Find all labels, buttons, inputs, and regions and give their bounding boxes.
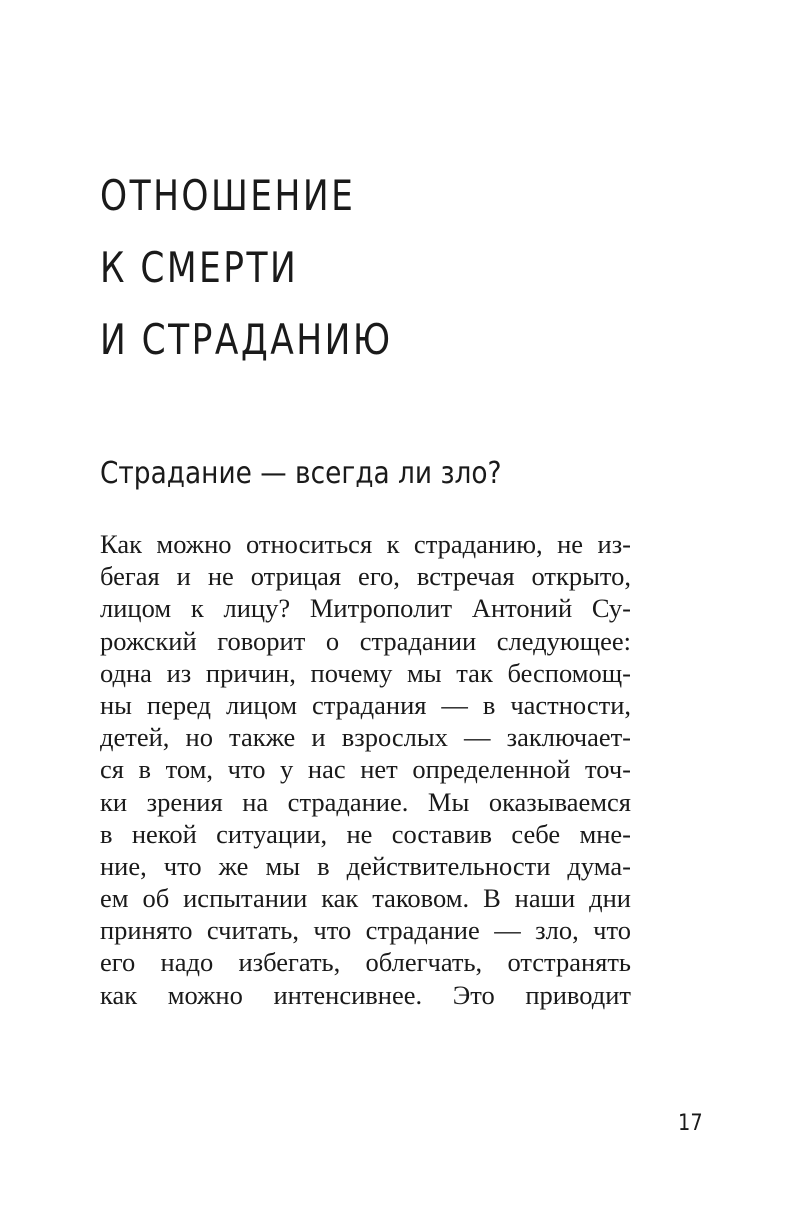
text-line: ки зрения на страдание. Мы оказываемся	[100, 786, 631, 817]
chapter-title	[100, 160, 392, 376]
body-paragraph	[100, 528, 631, 1011]
chapter-title-line: ОТНОШЕНИЕ	[100, 171, 356, 220]
text-line: Как можно относиться к страданию, не из-	[100, 529, 631, 559]
text-line: ем об испытании как таковом. В наши дни	[100, 883, 631, 914]
text-line: его надо избегать, облегчать, отстранять	[100, 947, 631, 978]
section-heading: Страдание — всегда ли зло?	[100, 456, 502, 491]
text-line: принято считать, что страдание — зло, что	[100, 915, 631, 946]
chapter-title-line: К СМЕРТИ	[100, 243, 299, 292]
text-line: ны перед лицом страдания — в частности,	[100, 689, 631, 720]
text-line: бегая и не отрицая его, встречая открыто,	[100, 561, 631, 592]
text-line: как можно интенсивнее. Это приводит	[100, 979, 631, 1010]
text-line: детей, но также и взрослых — заключает-	[100, 722, 631, 753]
text-line: ние, что же мы в действительности дума-	[100, 850, 631, 881]
text-line: ся в том, что у нас нет определенной точ-	[100, 754, 631, 785]
page-number: 17	[678, 1111, 703, 1136]
chapter-title-line: И СТРАДАНИЮ	[100, 315, 393, 364]
text-line: одна из причин, почему мы так беспомощ-	[100, 657, 631, 688]
text-line: в некой ситуации, не составив себе мне-	[100, 818, 631, 849]
text-line: рожский говорит о страдании следующее:	[100, 625, 631, 656]
text-line: лицом к лицу? Митрополит Антоний Су-	[100, 593, 631, 624]
